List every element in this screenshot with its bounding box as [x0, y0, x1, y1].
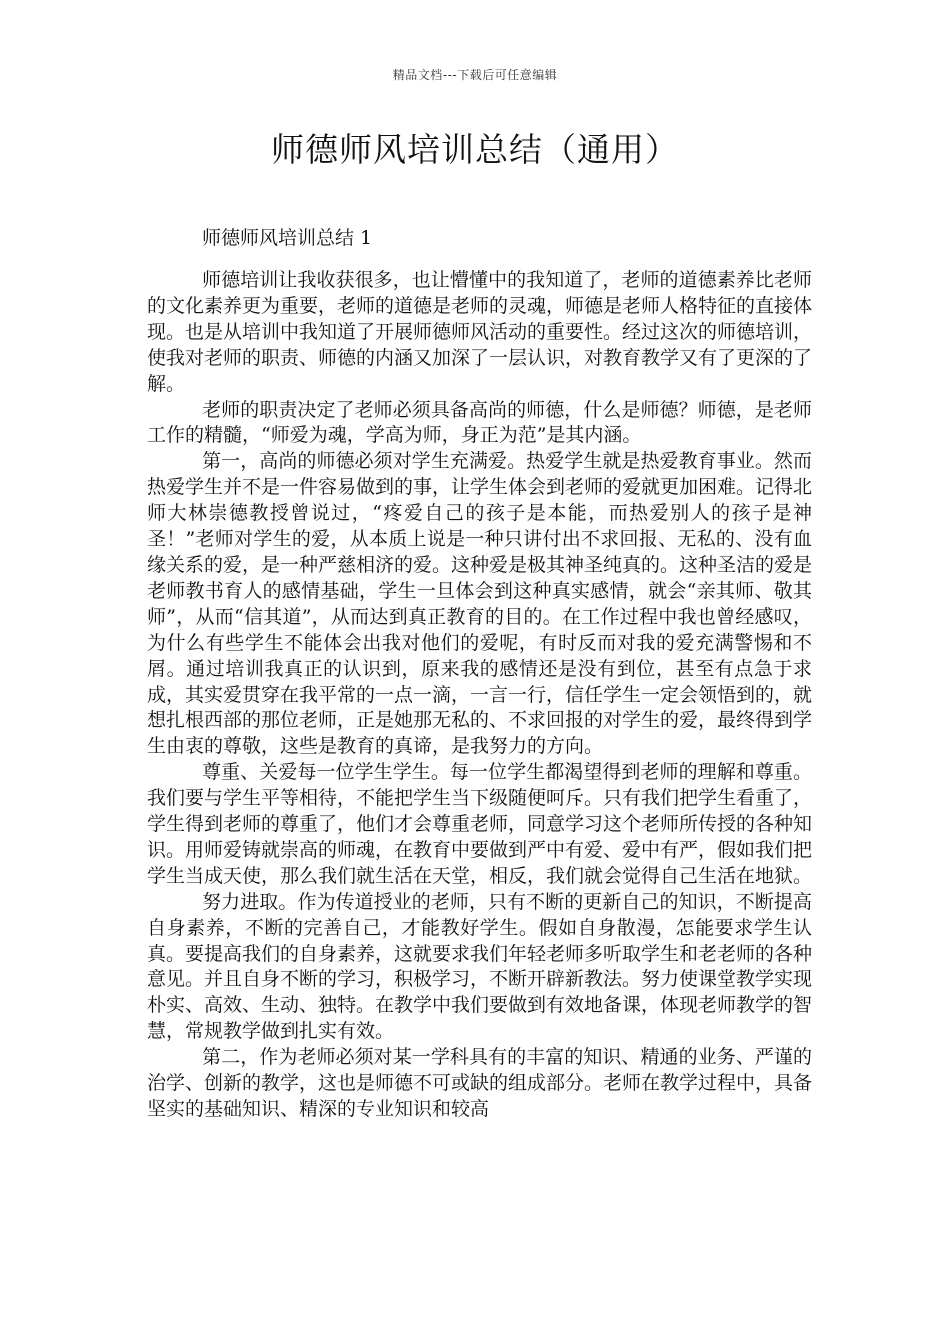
header-note: 精品文档---下载后可任意编辑: [392, 68, 558, 82]
paragraph: 师德培训让我收获很多，也让懵懂中的我知道了，老师的道德素养比老师的文化素养更为重要，老师的道德是老师的灵魂，师德是老师人格特征的直接体现。也是从培训中我知道了开展师德师风活动的重要性。经过这次的师德培训，使我对老师的职责、师德的内涵又加深了一层认识，对教育教学又有了更深的了解。: [147, 269, 813, 395]
paragraph: 尊重、关爱每一位学生学生。每一位学生都渴望得到老师的理解和尊重。我们要与学生平等相待，不能把学生当下级随便呵斥。只有我们把学生看重了，学生得到老师的尊重了，他们才会尊重老师，同意学习这个老师所传授的各种知识。用师爱铸就崇高的师魂，在教育中要做到严中有爱、爱中有严，假如我们把学生当成天使，那么我们就生活在天堂，相反，我们就会觉得自己生活在地狱。: [147, 761, 813, 887]
paragraph: 第二，作为老师必须对某一学科具有的丰富的知识、精通的业务、严谨的治学、创新的教学，这也是师德不可或缺的组成部分。老师在教学过程中，具备坚实的基础知识、精深的专业知识和较高: [147, 1046, 813, 1120]
document-title: 师德师风培训总结（通用）: [271, 130, 679, 169]
paragraph: 老师的职责决定了老师必须具备高尚的师德，什么是师德？师德，是老师工作的精髓，“师爱为魂，学高为师，身正为范”是其内涵。: [147, 398, 812, 447]
document-body: [147, 268, 812, 1123]
paragraph: 第一，高尚的师德必须对学生充满爱。热爱学生就是热爱教育事业。然而热爱学生并不是一件容易做到的事，让学生体会到老师的爱就更加困难。记得北师大林崇德教授曾说过，“疼爱自己的孩子是本能，而热爱别人的孩子是神圣！”老师对学生的爱，从本质上说是一种只讲付出不求回报、无私的、没有血缘关系的爱，是一种严慈相济的爱。这种爱是极其神圣纯真的。这种圣洁的爱是老师教书育人的感情基础，学生一旦体会到这种真实感情，就会“亲其师、敬其师”，从而“信其道”，从而达到真正教育的目的。在工作过程中我也曾经感叹，为什么有些学生不能体会出我对他们的爱呢，有时反而对我的爱充满警惕和不屑。通过培训我真正的认识到，原来我的感情还是没有到位，甚至有点急于求成，其实爱贯穿在我平常的一点一滴，一言一行，信任学生一定会领悟到的，就想扎根西部的那位老师，正是她那无私的、不求回报的对学生的爱，最终得到学生由衷的尊敬，这些是教育的真谛，是我努力的方向。: [147, 450, 813, 758]
section-subtitle: 师德师风培训总结 1: [202, 227, 373, 249]
paragraph: 努力进取。作为传道授业的老师，只有不断的更新自己的知识，不断提高自身素养，不断的完善自己，才能教好学生。假如自身散漫，怎能要求学生认真。要提高我们的自身素养，这就要求我们年轻老师多听取学生和老老师的各种意见。并且自身不断的学习，积极学习，不断开辟新教法。努力使课堂教学实现朴实、高效、生动、独特。在教学中我们要做到有效地备课，体现老师教学的智慧，常规教学做到扎实有效。: [147, 890, 813, 1043]
